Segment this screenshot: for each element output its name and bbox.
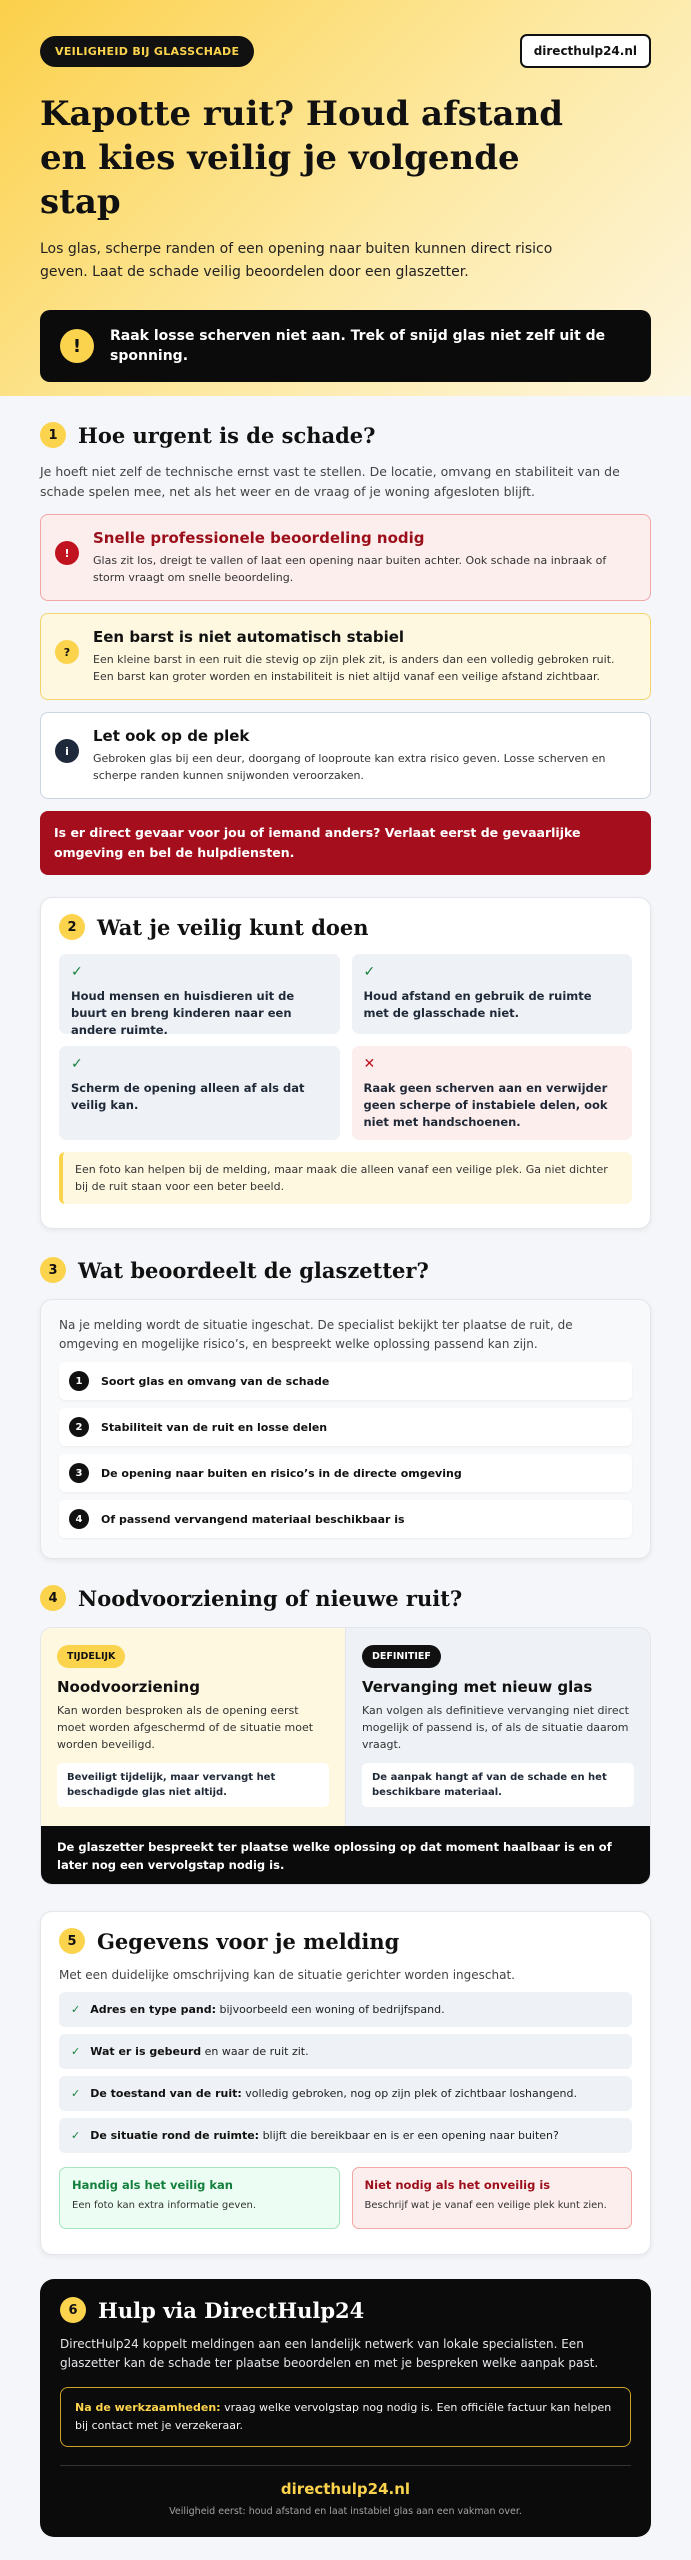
- row-text: bijvoorbeeld een woning of bedrijfspand.: [219, 2003, 445, 2016]
- section-help: [40, 2279, 651, 2537]
- tile-text: Houd mensen en huisdieren uit de buurt en breng kinderen naar een andere ruimte.: [71, 989, 295, 1037]
- list-item: [59, 2118, 632, 2153]
- section-title: Wat je veilig kunt doen: [97, 914, 369, 940]
- checkmark-icon: ✓: [363, 964, 376, 980]
- exclamation-icon: !: [55, 541, 79, 565]
- box-title: Handig als het veilig kan: [72, 2178, 233, 2192]
- footer-note: Veiligheid eerst: houd afstand en laat instabiel glas aan een vakman over.: [169, 2506, 522, 2517]
- list-item: [59, 1408, 632, 1446]
- safe-action-tile: [352, 954, 633, 1034]
- section-safe-actions: [40, 897, 651, 1229]
- section-title: Wat beoordeelt de glaszetter?: [78, 1257, 429, 1283]
- row-label: De toestand van de ruit:: [90, 2087, 242, 2100]
- section-title: Hoe urgent is de schade?: [78, 422, 376, 448]
- safety-badge: VEILIGHEID BIJ GLASSCHADE: [40, 36, 254, 67]
- row-text: en waar de ruit zit.: [204, 2045, 309, 2058]
- divider: [60, 2465, 631, 2466]
- section-title: Noodvoorziening of nieuwe ruit?: [78, 1585, 463, 1611]
- list-item: [59, 1992, 632, 2027]
- tile-text: Houd afstand en gebruik de ruimte met de glasschade niet.: [363, 989, 592, 1020]
- section-number: 5: [59, 1928, 85, 1954]
- alert-text: Een kleine barst in een ruit die stevig op zijn plek zit, is anders dan een volledig gebroken ruit. Een barst kan groter worden en instabiliteit is niet altijd vanaf een veilige afstand zichtbaar.: [93, 653, 615, 683]
- alert-crack: [40, 613, 651, 700]
- item-text: Stabiliteit van de ruit en losse delen: [101, 1420, 328, 1434]
- hero-warning: [40, 310, 651, 382]
- safe-action-tile: [59, 954, 340, 1037]
- alert-urgent: [40, 514, 651, 601]
- section-number: 4: [40, 1585, 66, 1611]
- option-title: Vervanging met nieuw glas: [362, 1678, 593, 1696]
- section-number: 1: [40, 422, 66, 448]
- question-icon: ?: [55, 640, 79, 664]
- option-note: De aanpak hangt af van de schade en het beschikbare materiaal.: [362, 1763, 634, 1807]
- page-title: Kapotte ruit? Houd afstand en kies veilig je volgende stap: [40, 94, 564, 222]
- site-domain-link[interactable]: directhulp24.nl: [520, 34, 651, 68]
- hero: [0, 0, 691, 396]
- row-text: volledig gebroken, nog op zijn plek of zichtbaar loshangend.: [245, 2087, 577, 2100]
- item-number: 3: [69, 1463, 89, 1483]
- list-item: [59, 2076, 632, 2111]
- danger-banner: Is er direct gevaar voor jou of iemand anders? Verlaat eerst de gevaarlijke omgeving en bel de hulpdiensten.: [40, 811, 651, 875]
- tile-text: Scherm de opening alleen af als dat veilig kan.: [71, 1081, 305, 1112]
- info-icon: i: [55, 739, 79, 763]
- temporary-tag: TIJDELIJK: [57, 1645, 125, 1668]
- option-text: Kan worden besproken als de opening eerst moet worden afgeschermd of de situatie moet worden beveiligd.: [57, 1704, 314, 1751]
- box-label: Na de werkzaamheden:: [75, 2401, 221, 2414]
- section-number: 2: [59, 914, 85, 940]
- solutions-footer: De glaszetter bespreekt ter plaatse welke oplossing op dat moment haalbaar is en of later nog een vervolgstap nodig is.: [41, 1826, 650, 1884]
- list-item: [59, 2034, 632, 2069]
- definitive-option: [346, 1628, 650, 1826]
- alert-title: Een barst is niet automatisch stabiel: [93, 628, 405, 646]
- alert-text: Glas zit los, dreigt te vallen of laat een opening naar buiten achter. Ook schade na inbraak of storm vraagt om snelle beoordeling.: [93, 554, 607, 584]
- checkmark-icon: ✓: [71, 2003, 81, 2016]
- checkmark-icon: ✓: [71, 964, 83, 980]
- section-intro: Na je melding wordt de situatie ingeschat. De specialist bekijkt ter plaatse de ruit, de omgeving en mogelijke risico’s, en bespreekt welke oplossing passend kan zijn.: [59, 1318, 573, 1351]
- main-content: [0, 396, 691, 2537]
- box-text: Beschrijf wat je vanaf een veilige plek kunt zien.: [364, 2200, 607, 2211]
- alert-text: Gebroken glas bij een deur, doorgang of looproute kan extra risico geven. Losse scherven en scherpe randen kunnen snijwonden veroorzaken.: [93, 752, 606, 782]
- alert-title: Let ook op de plek: [93, 727, 250, 745]
- photo-ok-box: [59, 2167, 340, 2229]
- section-assessment-header: [40, 1257, 651, 1283]
- item-number: 2: [69, 1417, 89, 1437]
- tile-text: Raak geen scherven aan en verwijder geen scherpe of instabiele delen, ook niet met handschoenen.: [363, 1081, 608, 1129]
- checkmark-icon: ✓: [71, 1056, 83, 1072]
- section-solutions-header: [40, 1585, 651, 1611]
- checkmark-icon: ✓: [71, 2045, 81, 2058]
- footer-domain-link[interactable]: directhulp24.nl: [280, 2480, 411, 2498]
- section-intro: Je hoeft niet zelf de technische ernst vast te stellen. De locatie, omvang en stabiliteit van de schade spelen mee, net als het weer en de vraag of je woning afgesloten blijft.: [40, 464, 620, 499]
- unsafe-action-tile: [352, 1046, 633, 1140]
- item-number: 4: [69, 1509, 89, 1529]
- definitive-tag: DEFINITIEF: [362, 1645, 441, 1668]
- safe-action-tile: [59, 1046, 340, 1140]
- alert-title: Snelle professionele beoordeling nodig: [93, 529, 425, 547]
- temporary-option: [41, 1628, 346, 1826]
- exclamation-icon: !: [60, 329, 94, 363]
- alert-location: [40, 712, 651, 799]
- option-title: Noodvoorziening: [57, 1678, 200, 1696]
- box-text: Een foto kan extra informatie geven.: [72, 2200, 257, 2211]
- option-text: Kan volgen als definitieve vervanging niet direct mogelijk of passend is, of als de situatie daarom vraagt.: [362, 1704, 629, 1751]
- item-text: De opening naar buiten en risico’s in de directe omgeving: [101, 1466, 462, 1480]
- option-note: Beveiligt tijdelijk, maar vervangt het beschadigde glas niet altijd.: [57, 1763, 329, 1807]
- photo-unsafe-box: [352, 2167, 633, 2229]
- section-intro: DirectHulp24 koppelt meldingen aan een landelijk netwerk van lokale specialisten. Een glaszetter kan de schade ter plaatse beoordelen en met je bespreken welke aanpak past.: [60, 2337, 599, 2370]
- hero-lead: Los glas, scherpe randen of een opening naar buiten kunnen direct risico geven. Laat de schade veilig beoordelen door een glaszetter.: [40, 241, 553, 280]
- section-number: 6: [60, 2297, 86, 2323]
- row-text: blijft die bereikbaar en is er een opening naar buiten?: [262, 2129, 559, 2142]
- section-report-details: [40, 1911, 651, 2255]
- photo-tip: Een foto kan helpen bij de melding, maar maak die alleen vanaf een veilige plek. Ga niet dichter bij de ruit staan voor een beter beeld.: [59, 1152, 632, 1204]
- row-label: Adres en type pand:: [90, 2003, 216, 2016]
- row-label: Wat er is gebeurd: [90, 2045, 202, 2058]
- item-text: Of passend vervangend materiaal beschikbaar is: [101, 1512, 405, 1526]
- checkmark-icon: ✓: [71, 2129, 81, 2142]
- list-item: [59, 1362, 632, 1400]
- after-work-box: [60, 2387, 631, 2447]
- list-item: [59, 1454, 632, 1492]
- list-item: [59, 1500, 632, 1538]
- section-intro: Met een duidelijke omschrijving kan de situatie gerichter worden ingeschat.: [59, 1968, 515, 1982]
- checkmark-icon: ✓: [71, 2087, 81, 2100]
- section-urgency: [40, 396, 651, 875]
- row-label: De situatie rond de ruimte:: [90, 2129, 260, 2142]
- section-title: Hulp via DirectHulp24: [98, 2297, 365, 2323]
- section-solutions: [40, 1627, 651, 1885]
- box-title: Niet nodig als het onveilig is: [364, 2178, 551, 2192]
- item-number: 1: [69, 1371, 89, 1391]
- section-title: Gegevens voor je melding: [97, 1928, 400, 1954]
- section-number: 3: [40, 1257, 66, 1283]
- hero-warning-text: Raak losse scherven niet aan. Trek of snijd glas niet zelf uit de sponning.: [110, 328, 606, 364]
- box-text: vraag welke vervolgstap nog nodig is. Een officiële factuur kan helpen bij contact met je verzekeraar.: [75, 2401, 612, 2432]
- cross-icon: ✕: [363, 1056, 376, 1072]
- item-text: Soort glas en omvang van de schade: [101, 1374, 330, 1388]
- section-assessment: [40, 1299, 651, 1559]
